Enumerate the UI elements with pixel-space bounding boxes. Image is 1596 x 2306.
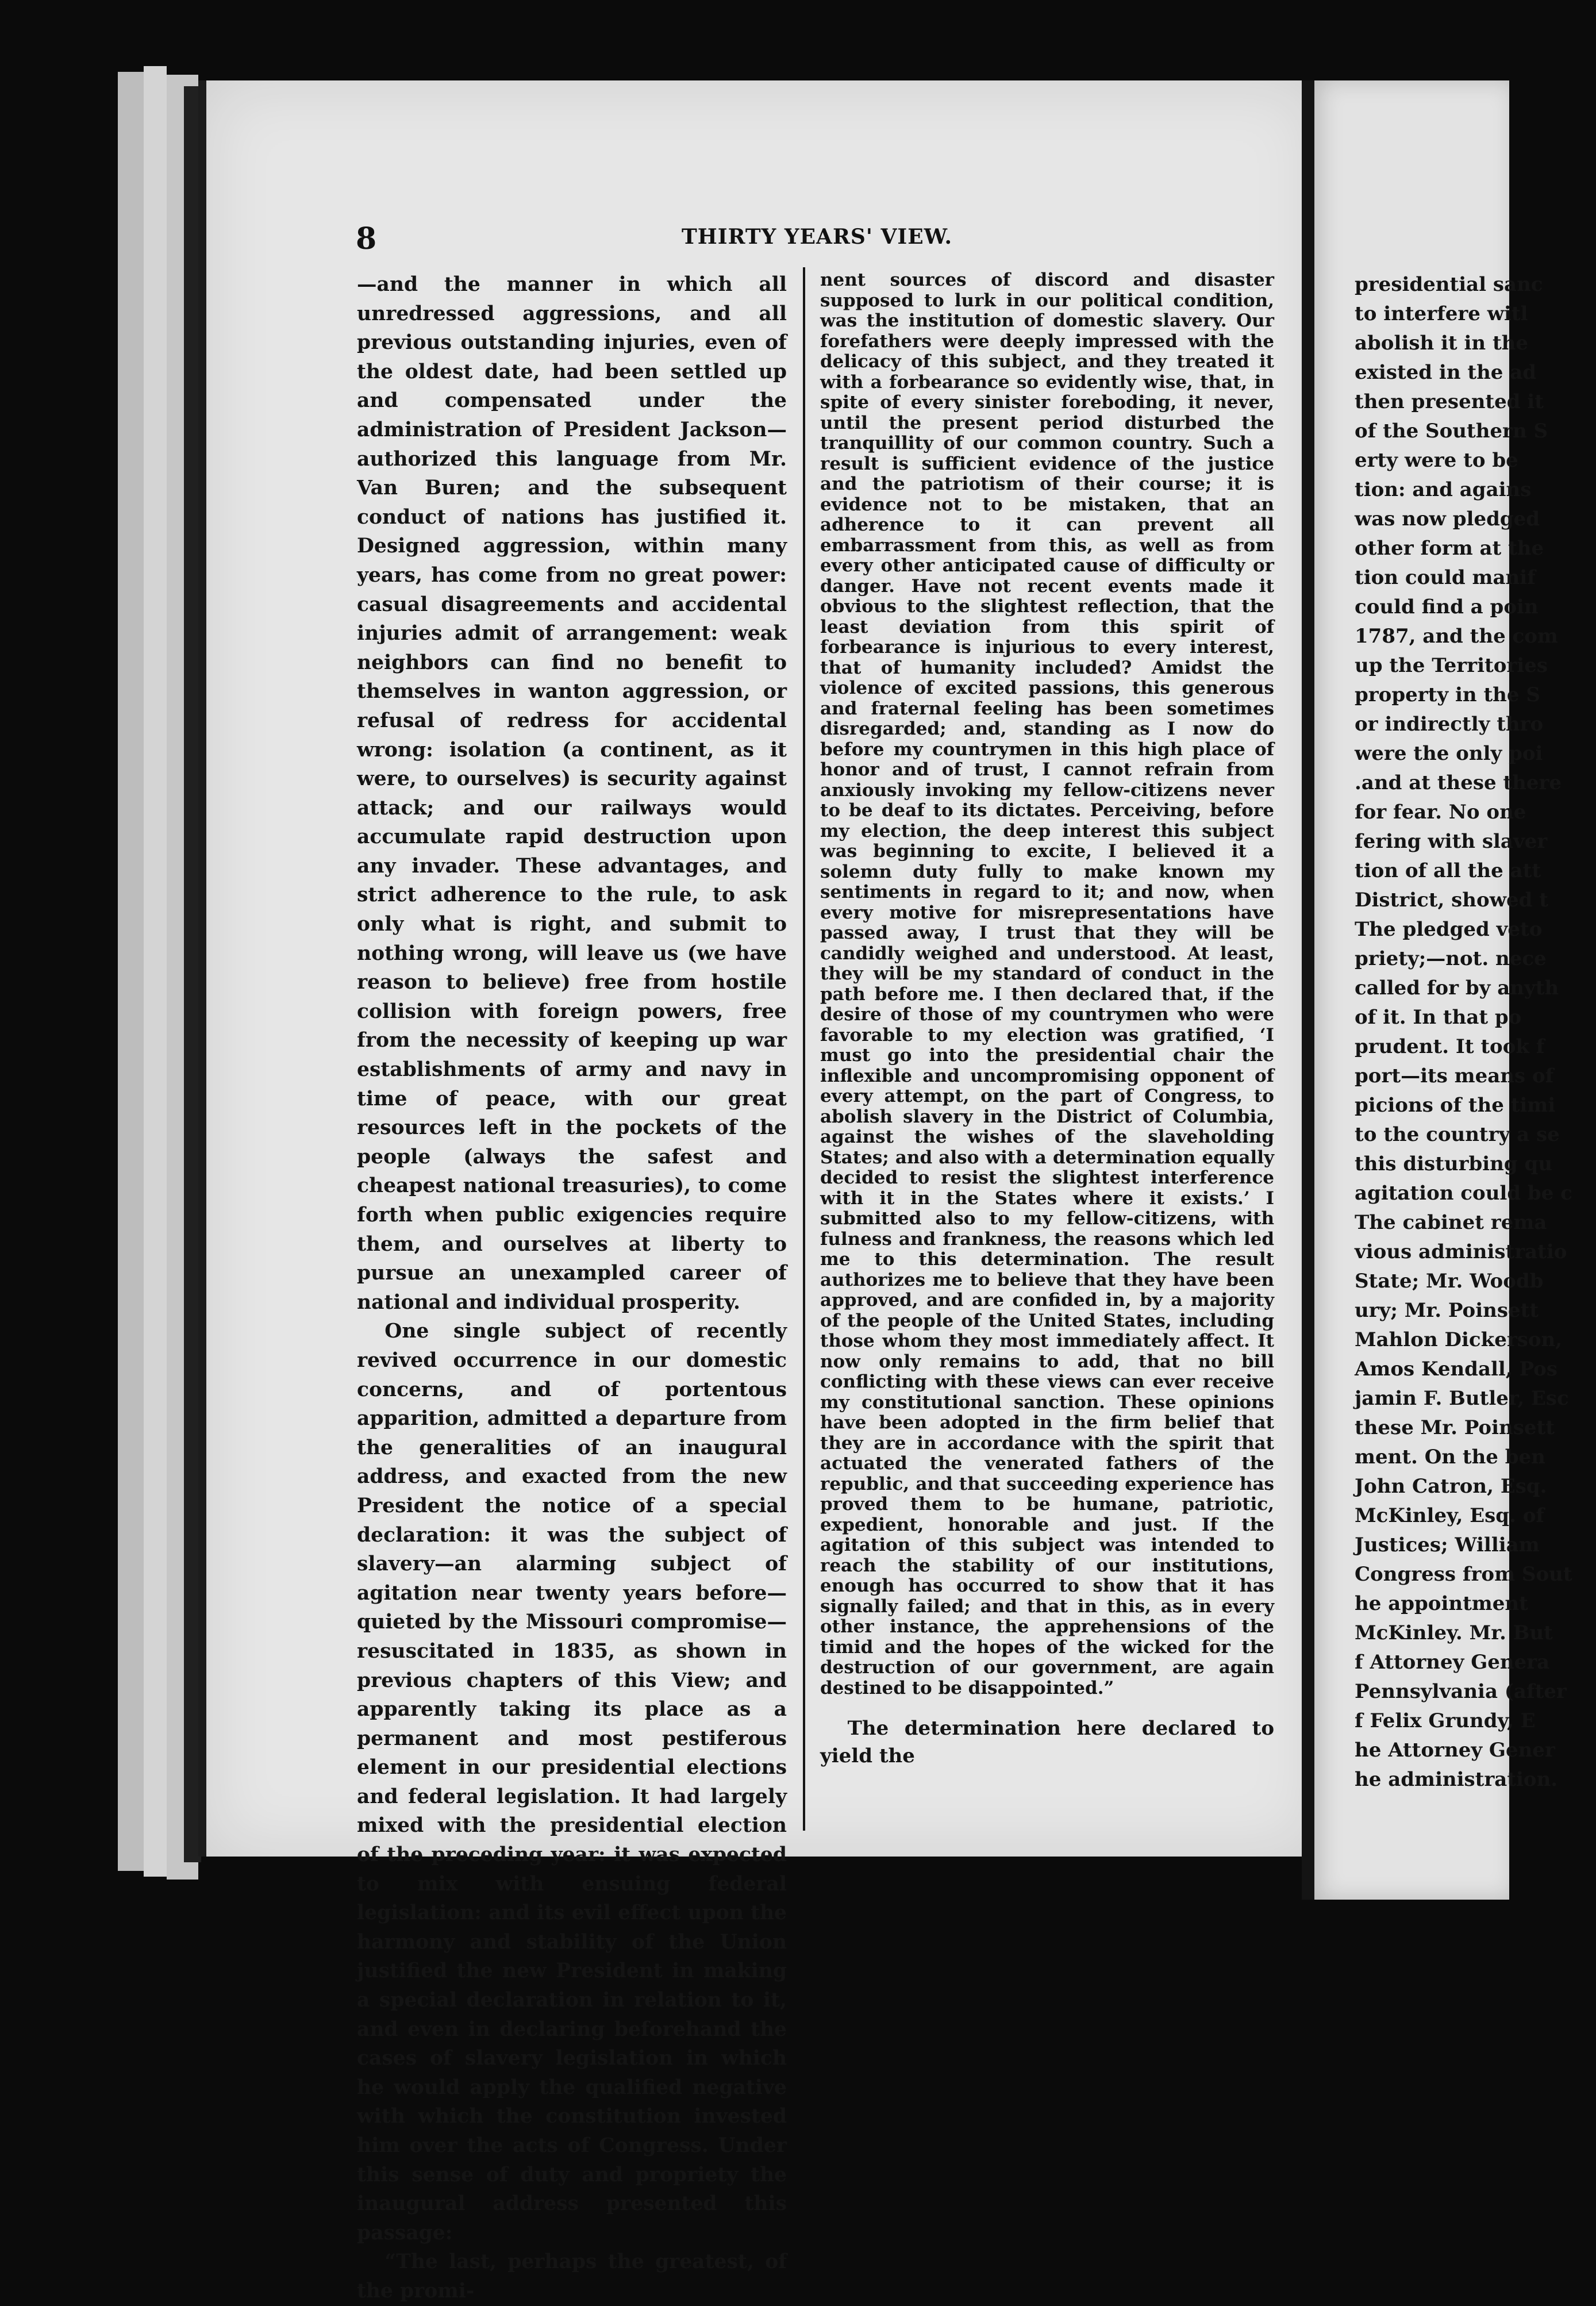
text-line: jamin F. Butler, Esc xyxy=(1355,1387,1569,1410)
text-line: called for by anyth xyxy=(1355,977,1559,1000)
text-line: picions of the timi xyxy=(1355,1094,1556,1117)
text-line: ury; Mr. Poinsett xyxy=(1355,1299,1539,1322)
inaugural-quote: nent sources of discord and disaster supposed to lurk in our political condition, was the institution of domestic slavery. Our forefathers were deeply impressed with the delicacy of this subject, and they treated it with a forbearance so evidently wise, that, in spite of every sinister foreboding, it never, until the present period disturbed the tranquillity of our common country. Such a result is sufficient evidence of the justice and the patriotism of their course; it is evidence not to be mistaken, that an adherence to it can prevent all embarrassment from this, as well as from every other anticipated cause of difficulty or danger. Have not recent events made it obvious to the slightest reflection, that the least deviation from this spirit of forbearance is injurious to every interest, that of humanity included? Amidst the violence of excited passions, this generous and fraternal feeling has been sometimes disregarded; and, standing as I now do before my countrymen in this high place of honor and of trust, I cannot refrain from anxiously invoking my fellow-citizens never to be deaf to its dictates. Perceiving, before my election, the deep interest this subject was beginning to excite, I believed it a solemn duty fully to make known my sentiments in regard to it; and now, when every motive for misrepresentations have passed away, I trust that they will be candidly weighed and understood. At least, they will be my standard of conduct in the path before me. I then declared that, if the desire of those of my countrymen who were favorable to my election was gratified, ‘I must go into the presidential chair the inflexible and uncompromising opponent of every attempt, on the part of Congress, to abolish slavery in the District of Columbia, against the wishes of the slaveholding States; and also with a determination equally decided to resist the slightest interference with it in the States where it exists.’ I submitted also to my fellow-citizens, with fulness and frankness, the reasons which led me to this determination. The result authorizes me to believe that they have been approved, and are confided in, by a majority of the people of the United States, including those whom they most immediately affect. It now only remains to add, that no bill conflicting with these views can ever receive my constitutional sanction. These opinions have been adopted in the firm belief that they are in accordance with the spirit that actuated the venerated fathers of the republic, and that succeeding experience has proved them to be humane, patriotic, expedient, honorable and just. If the agitation of this subject was intended to reach the stability of our institutions, enough has occurred to show that it has signally failed; and that in this, as in every other instance, the apprehensions of the timid and the hopes of the wicked for the destruction of our government, are again destined to be disappointed.” xyxy=(820,270,1274,1698)
text-line: Mahlon Dickerson, xyxy=(1355,1328,1563,1351)
text-line: could find a poin xyxy=(1355,595,1539,618)
text-line: ment. On the ben xyxy=(1355,1446,1545,1469)
text-line: was now pledged xyxy=(1355,508,1540,531)
text-line: other form at the xyxy=(1355,537,1544,560)
text-line: The cabinet rema xyxy=(1355,1211,1547,1234)
text-line: priety;—not. nece xyxy=(1355,947,1547,970)
text-line: Amos Kendall, Pos xyxy=(1355,1358,1557,1381)
column-rule xyxy=(803,267,805,1831)
text-line: were the only poi xyxy=(1355,742,1543,765)
text-line: prudent. It took f xyxy=(1355,1035,1545,1058)
text-line: he appointment xyxy=(1355,1592,1528,1615)
text-line: McKinley, Esq. of xyxy=(1355,1504,1545,1527)
page-number: 8 xyxy=(356,221,377,256)
paragraph: One single subject of recently revived occurrence in our domestic concerns, and of portentous apparition, admitted a departure from the generalities of an inaugural address, and exacted from the new President the notice of a special declaration: it was the subject of slavery—an alarming subject of agitation near twenty years before—quieted by the Missouri compromise—resuscitated in 1835, as shown in previous chapters of this View; and apparently taking its place as a permanent and most pestiferous element in our presidential elections and federal legislation. It had largely mixed with the presidential election of the preceding year: it was expected to mix with ensuing federal legislation: and its evil effect upon the harmony and stability of the Union justified the new President in making a special declaration in relation to it, and even in declaring beforehand the cases of slavery legislation in which he would apply the qualified negative with which the constitution invested him over the acts of Congress. Under this sense of duty and propriety the inaugural address presented this passage: xyxy=(357,1320,787,2244)
text-line: 1787, and the com xyxy=(1355,625,1558,648)
text-line: these Mr. Poinsett xyxy=(1355,1416,1555,1439)
paragraph: “The last, perhaps the greatest, of the promi- xyxy=(357,2250,787,2303)
book-page xyxy=(198,80,1318,2303)
text-line: f Felix Grundy, E xyxy=(1355,1709,1536,1732)
text-line: tion could manif xyxy=(1355,566,1536,589)
text-line: port—its means of xyxy=(1355,1064,1554,1087)
text-line: Pennsylvania (after xyxy=(1355,1680,1567,1703)
text-line: fering with slaver xyxy=(1355,830,1548,853)
text-line: existed in the ad xyxy=(1355,361,1537,384)
text-line: then presented it xyxy=(1355,390,1544,413)
text-line: District, showed t xyxy=(1355,889,1548,912)
middle-column xyxy=(820,270,1274,1770)
text-line: for fear. No one xyxy=(1355,801,1526,824)
text-line: State; Mr. Woodb xyxy=(1355,1270,1544,1293)
text-line: he administration. xyxy=(1355,1768,1558,1791)
text-line: this disturbing qu xyxy=(1355,1152,1553,1175)
right-column-fragment xyxy=(1355,270,1596,1794)
text-line: presidential sanc xyxy=(1355,273,1543,296)
text-line: or indirectly thro xyxy=(1355,713,1544,736)
text-line: up the Territories xyxy=(1355,654,1548,677)
running-title: THIRTY YEARS' VIEW. xyxy=(681,225,953,249)
text-line: property in the S xyxy=(1355,683,1540,706)
text-line: tion: and agains xyxy=(1355,478,1532,501)
text-line: of the Southern S xyxy=(1355,420,1548,443)
text-line: tion of all the att xyxy=(1355,859,1541,882)
text-line: of it. In that po xyxy=(1355,1006,1522,1029)
text-line: Justices; William xyxy=(1355,1534,1540,1556)
adjacent-page xyxy=(1302,80,1572,1900)
text-line: John Catron, Esq. xyxy=(1355,1475,1547,1498)
text-line: erty were to be xyxy=(1355,449,1518,472)
text-line: McKinley. Mr. But xyxy=(1355,1621,1553,1644)
running-head xyxy=(356,221,1278,256)
text-line: agitation could be c xyxy=(1355,1182,1572,1205)
text-line: to interfere witl xyxy=(1355,302,1528,325)
text-line: to the country a se xyxy=(1355,1123,1560,1146)
paragraph: —and the manner in which all unredressed aggressions, and all previous outstanding injuries, even of the oldest date, had been settled up and compensated under the administration of President Jackson—authorized this language from Mr. Van Buren; and the subsequent conduct of nations has justified it. Designed aggression, within many years, has come from no great power: casual disagreements and accidental injuries admit of arrangement: weak neighbors can find no benefit to themselves in wanton aggression, or refusal of redress for accidental wrong: isolation (a continent, as it were, to ourselves) is security against attack; and our railways would accumulate rapid destruction upon any invader. These advantages, and strict adherence to the rule, to ask only what is right, and submit to nothing wrong, will leave us (we have reason to believe) free from hostile collision with foreign powers, free from the necessity of keeping up war establishments of army and navy in time of peace, with our great resources left in the pockets of the people (always the safest and cheapest national treasuries), to come forth when public exigencies require them, and ourselves at liberty to pursue an unexampled career of national and individual prosperity. xyxy=(357,273,787,1314)
text-line: abolish it in the xyxy=(1355,332,1528,355)
text-line: The pledged veto xyxy=(1355,918,1543,941)
text-line: f Attorney Genera xyxy=(1355,1651,1550,1674)
text-line: he Attorney Gener xyxy=(1355,1739,1555,1762)
paragraph: The determination here declared to yield the xyxy=(820,1717,1274,1767)
text-line: .and at these there xyxy=(1355,771,1562,794)
text-line: Congress from Sout xyxy=(1355,1563,1572,1586)
text-line: vious administratio xyxy=(1355,1240,1567,1263)
page-stack-edge xyxy=(144,66,167,1877)
left-column xyxy=(357,270,787,2306)
